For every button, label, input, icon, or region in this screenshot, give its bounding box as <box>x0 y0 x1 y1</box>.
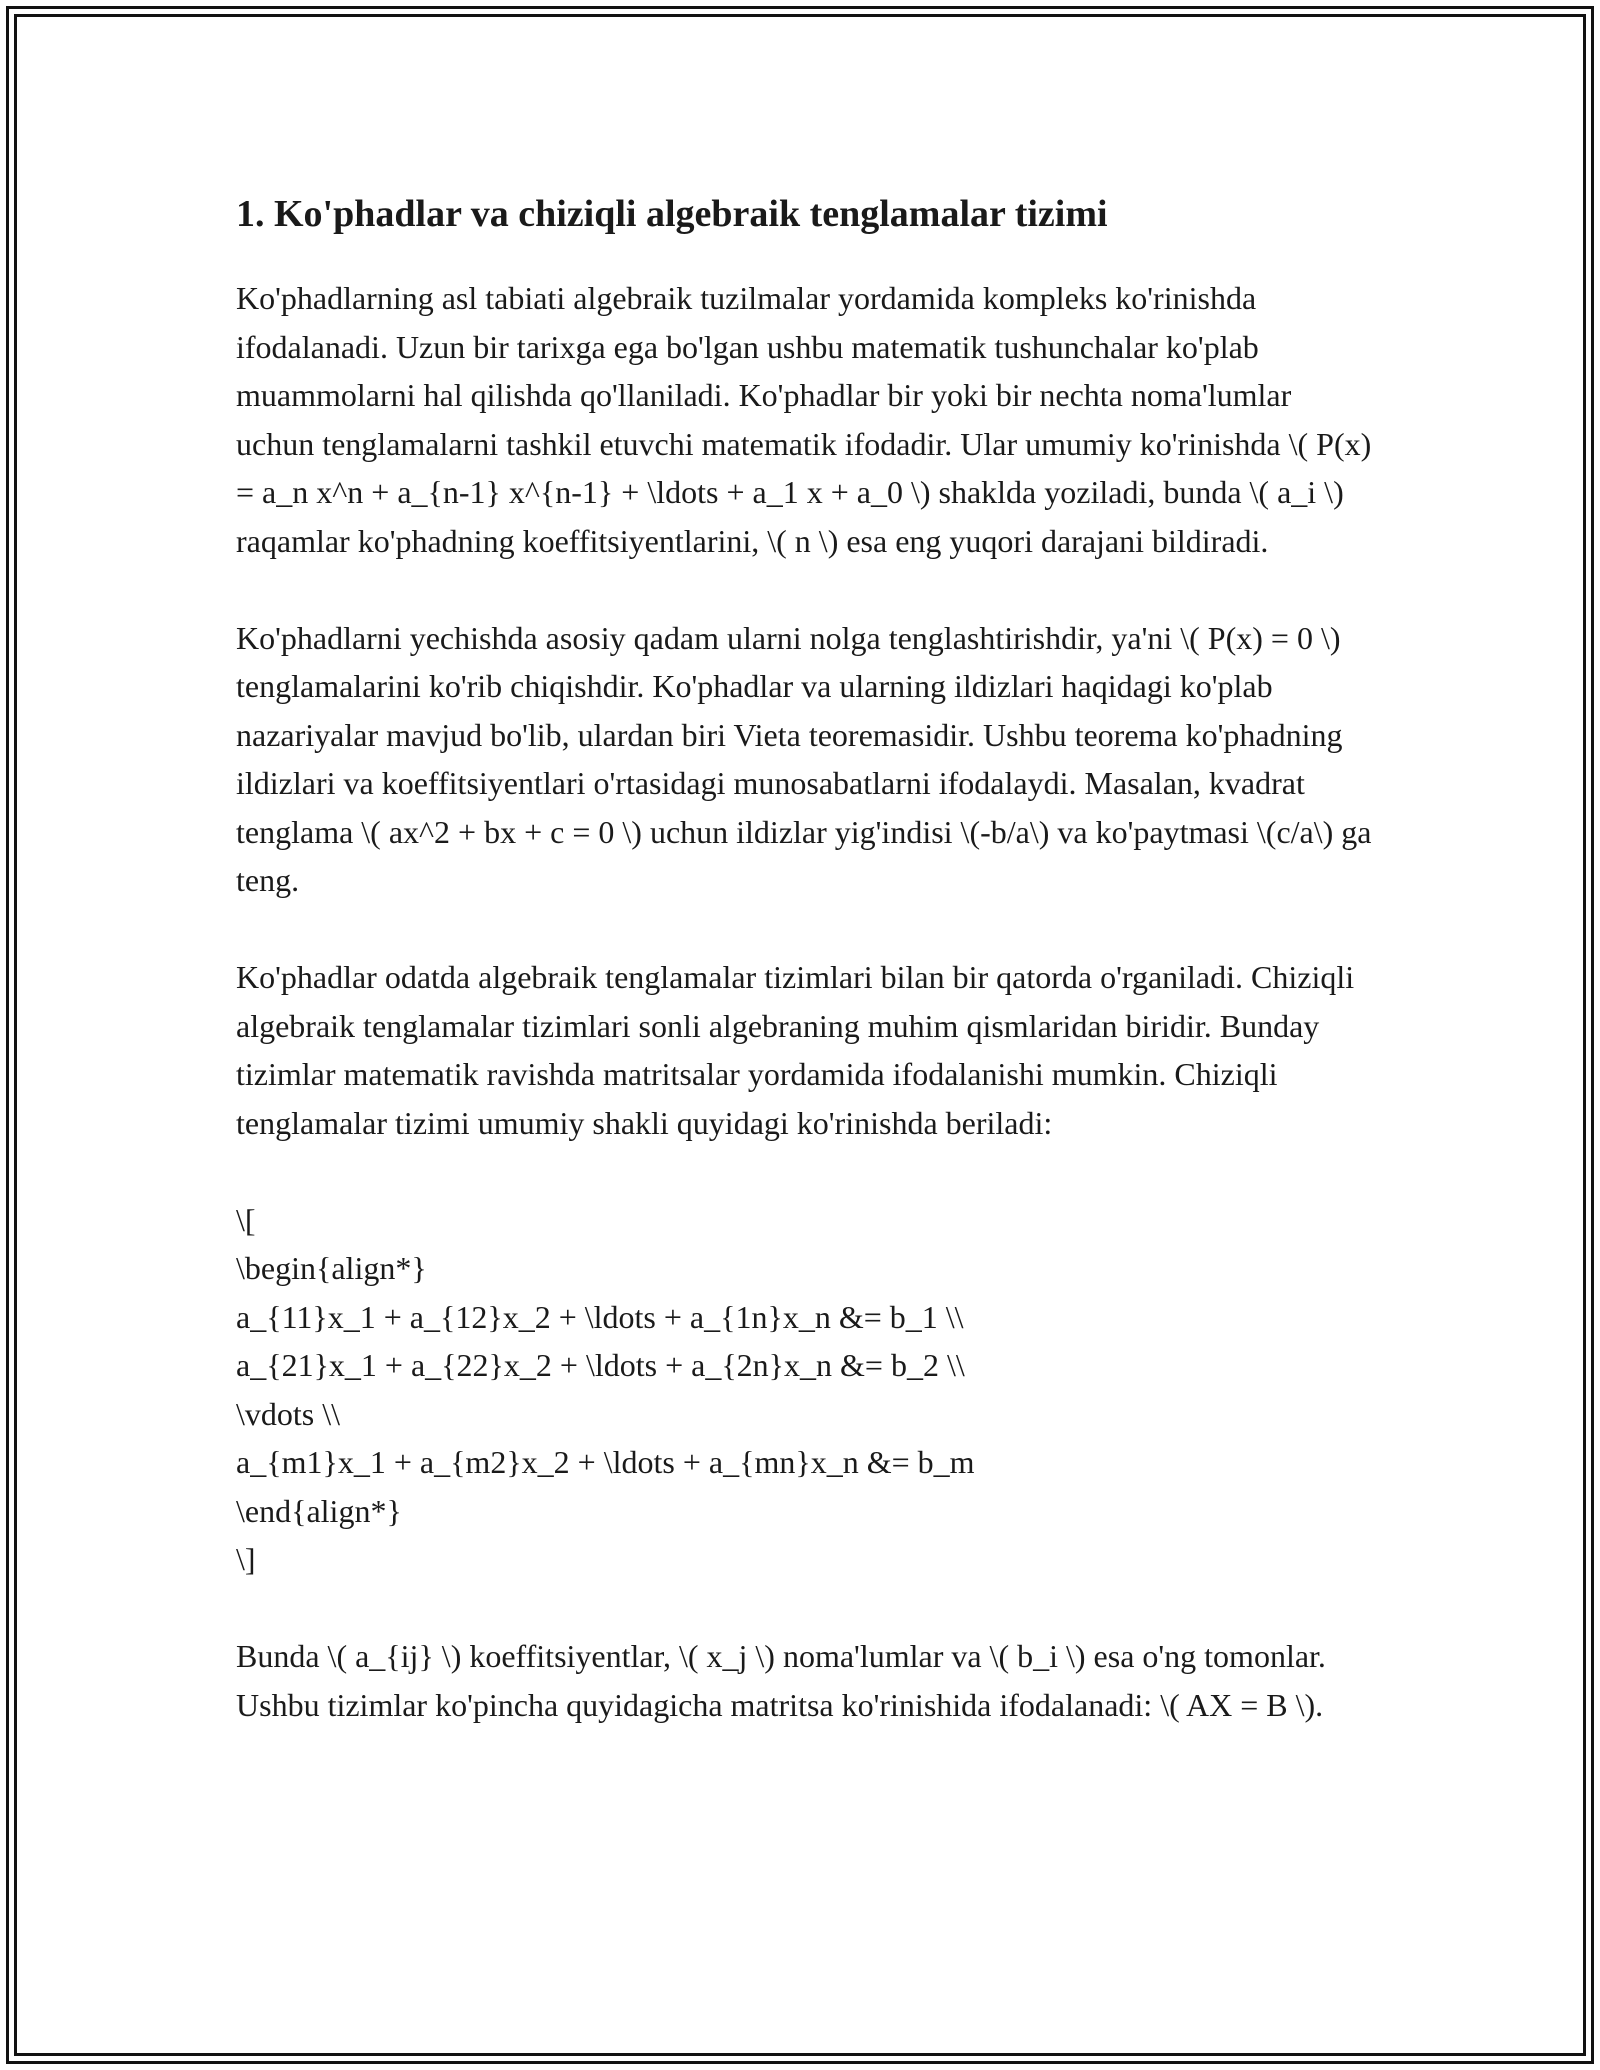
paragraph-polynomials-intro: Ko'phadlarning asl tabiati algebraik tuzilmalar yordamida kompleks ko'rinishda ifodalanadi. Uzun bir tarixga ega bo'lgan ushbu matematik tushunchalar ko'plab muammolarni hal qilishda qo'llaniladi. Ko'phadlar bir yoki bir nechta noma'lumlar uchun tenglamalarni tashkil etuvchi matematik ifodadir. Ular umumiy ko'rinishda \( P(x) = a_n x^n + a_{n-1} x^{n-1} + \ldots + a_1 x + a_0 \) shaklda yoziladi, bunda \( a_i \) raqamlar ko'phadning koeffitsiyentlarini, \( n \) esa eng yuqori darajani bildiradi. <box>236 280 1372 559</box>
equation-line: \[ <box>236 1201 256 1238</box>
equation-line: \end{align*} <box>236 1492 402 1529</box>
paragraph-gap <box>236 565 1376 614</box>
section-heading: 1. Ko'phadlar va chiziqli algebraik tenglamalar tizimi <box>236 193 1108 235</box>
equation-block <box>236 1196 1376 1584</box>
paragraph-vieta: Ko'phadlarni yechishda asosiy qadam ularni nolga tenglashtirishdir, ya'ni \( P(x) = 0 \) tenglamalarini ko'rib chiqishdir. Ko'phadlar va ularning ildizlari haqidagi ko'plab nazariyalar mavjud bo'lib, ulardan biri Vieta teoremasidir. Ushbu teorema ko'phadning ildizlari va koeffitsiyentlari o'rtasidagi munosabatlarni ifodalaydi. Masalan, kvadrat tenglama \( ax^2 + bx + c = 0 \) uchun ildizlar yig'indisi \(-b/a\) va ko'paytmasi \(c/a\) ga teng. <box>236 619 1372 898</box>
equation-line: a_{m1}x_1 + a_{m2}x_2 + \ldots + a_{mn}x_n &= b_m <box>236 1444 975 1480</box>
paragraph-linear-systems: Ko'phadlar odatda algebraik tenglamalar tizimlari bilan bir qatorda o'rganiladi. Chiziqli algebraik tenglamalar tizimlari sonli algebraning muhim qismlaridan biridir. Bunday tizimlar matematik ravishda matritsalar yordamida ifodalanishi mumkin. Chiziqli tenglamalar tizimi umumiy shakli quyidagi ko'rinishda beriladi: <box>236 959 1355 1141</box>
equation-line: \vdots \\ <box>236 1395 341 1432</box>
document-body <box>236 188 1376 1729</box>
paragraph-gap <box>236 1147 1376 1196</box>
equation-line: \] <box>236 1541 256 1577</box>
equation-line: \begin{align*} <box>236 1250 427 1286</box>
equation-line: a_{11}x_1 + a_{12}x_2 + \ldots + a_{1n}x_n &= b_1 \\ <box>236 1298 964 1335</box>
paragraph-gap <box>236 1584 1376 1633</box>
paragraph-matrix-form: Bunda \( a_{ij} \) koeffitsiyentlar, \( x_j \) noma'lumlar va \( b_i \) esa o'ng tomonlar. Ushbu tizimlar ko'pincha quyidagicha matritsa ko'rinishida ifodalanadi: \( AX = B \). <box>236 1638 1326 1723</box>
paragraph-gap <box>236 905 1376 954</box>
equation-line: a_{21}x_1 + a_{22}x_2 + \ldots + a_{2n}x_n &= b_2 \\ <box>236 1347 965 1383</box>
